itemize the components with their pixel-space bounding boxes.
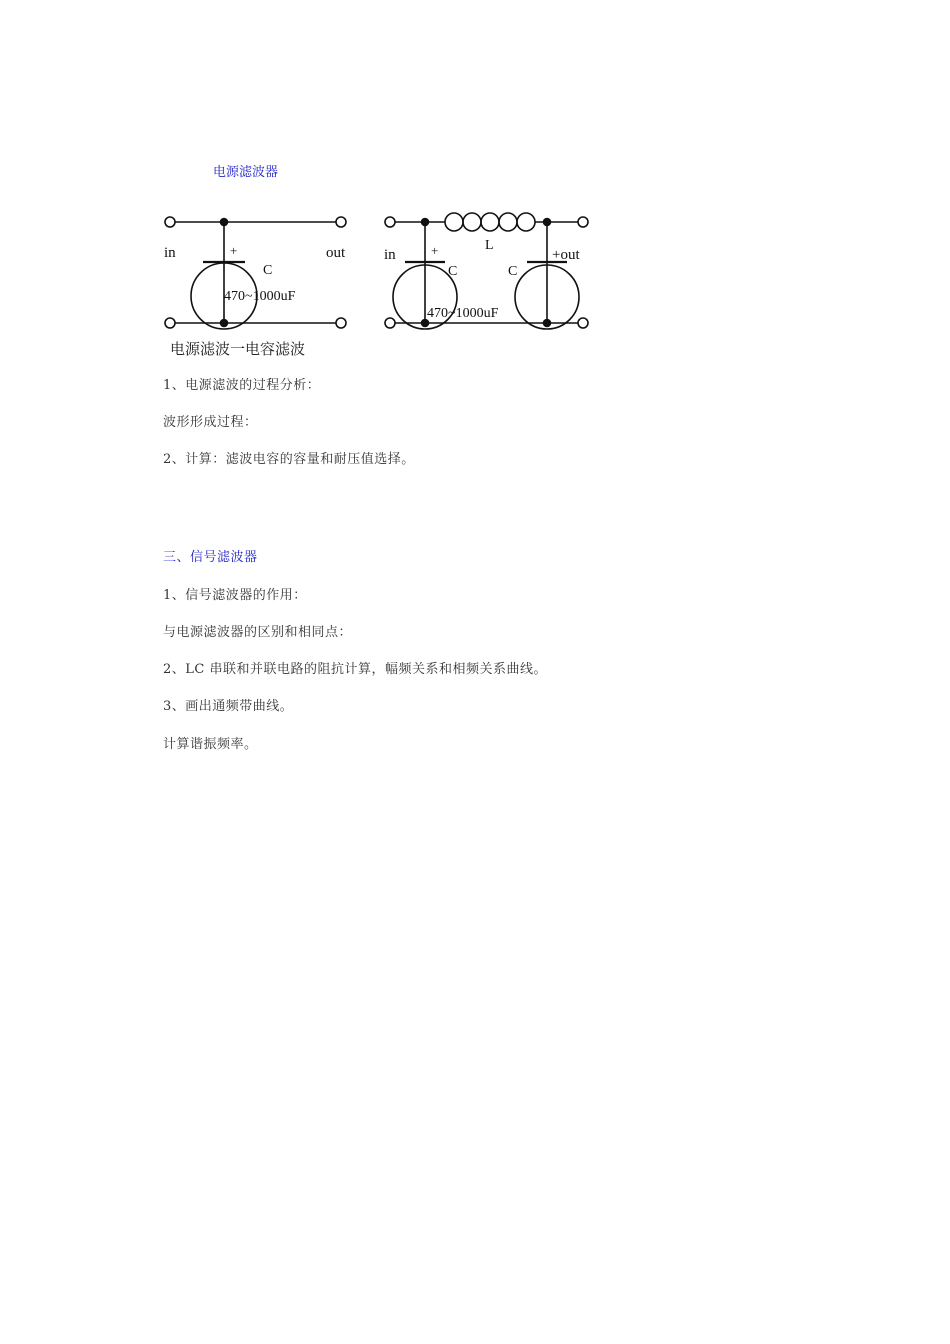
plus-label: + [230,243,238,258]
input-terminal-top [165,217,175,227]
capacitor-filter-circuit [165,217,346,329]
capacitor-label: C [263,263,273,278]
inductor-coil [499,213,517,231]
signal-item-4: 3、画出通频带曲线。 [163,699,294,714]
node-dot [544,320,551,327]
capacitor-value-label: 470~1000uF [224,289,296,304]
input-terminal-bottom [385,318,395,328]
output-terminal-bottom [336,318,346,328]
out-label: out [326,245,346,261]
output-terminal-top [578,217,588,227]
signal-item-5: 计算谐振频率。 [163,737,258,752]
signal-item-3: 2、LC 串联和并联电路的阻抗计算，幅频关系和相频关系曲线。 [163,662,547,677]
inductor-coil [463,213,481,231]
in-label: in [164,245,176,261]
out-label: +out [552,247,580,263]
input-terminal-bottom [165,318,175,328]
signal-item-2: 与电源滤波器的区别和相同点： [163,625,353,640]
signal-filter-heading[interactable]: 三、信号滤波器 [163,550,258,565]
output-terminal-top [336,217,346,227]
power-item-2: 波形形成过程： [163,415,258,430]
power-item-1: 1、电源滤波的过程分析： [163,378,321,393]
capacitor1-label: C [448,264,458,279]
capacitor2-label: C [508,264,518,279]
diagram-caption: 电源滤波一电容滤波 [170,342,306,358]
node-dot [221,320,228,327]
inductor-coil [481,213,499,231]
capacitor-value-label: 470~1000uF [427,306,499,321]
inductor-coil [445,213,463,231]
input-terminal-top [385,217,395,227]
inductor-label: L [485,238,494,253]
plus-label: + [431,243,439,258]
signal-item-1: 1、信号滤波器的作用： [163,588,307,603]
power-filter-heading[interactable]: 电源滤波器 [213,165,279,180]
in-label: in [384,247,396,263]
filter-circuit-diagram [158,205,598,365]
output-terminal-bottom [578,318,588,328]
power-item-3: 2、计算：滤波电容的容量和耐压值选择。 [163,452,415,467]
inductor-coil [517,213,535,231]
